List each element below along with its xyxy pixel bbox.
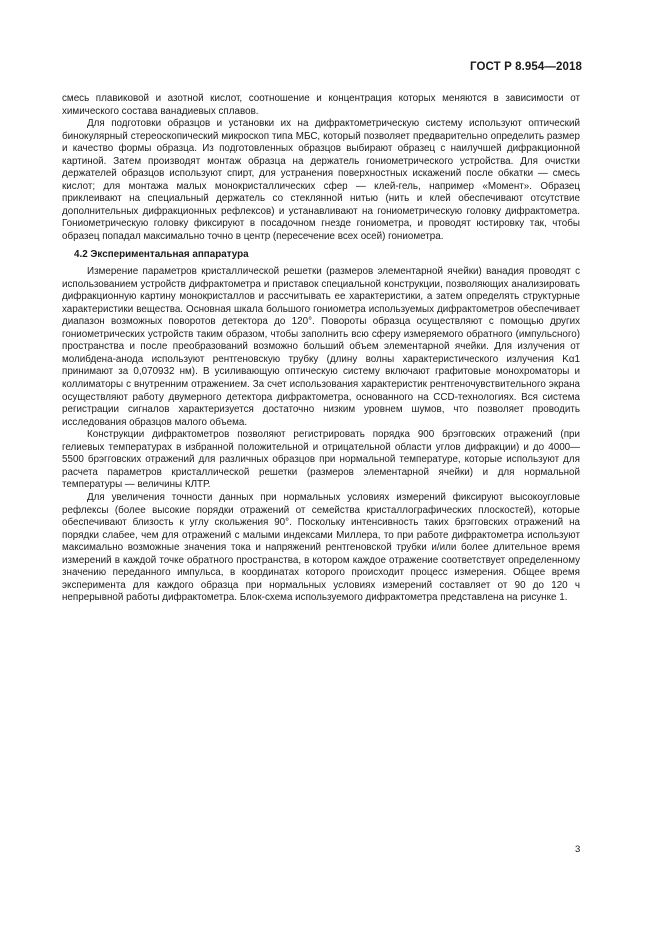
paragraph-lattice-measurement: Измерение параметров кристаллической решетки (размеров элементарной ячейки) ванадия проводят с использованием устройств дифрактометра и приставок специальной конструкции, позволяющих анализировать дифракционную картину монокристаллов и рассчитывать ее характеристики, а затем определять структурные характеристики вещества. Основная шкала большого гониометра используемых дифрактометров обеспечивает диапазон возможных поворотов детектора до 120°. Повороты образца осуществляют с помощью других гониометрических устройств таким образом, чтобы заполнить всю сферу измеряемого обратного (импульсного) пространства и после преобразований возможно больший объем элементарной ячейки. Для излучения от молибдена-анода используют рентгеновскую трубку (длину волны характеристического излучения Kα1 принимают за 0,070932 нм). В усиливающую оптическую систему включают графитовые монохроматоры и коллиматоры с внутренним отражением. За счет использования характеристик рентгеночувствительного экрана осуществляют работу двумерного детектора дифрактометра, основанного на CCD-технологиях. Вся система регистрации сигналов характеризуется достаточно низким уровнем шумов, что позволяет проводить исследования образцов малого объема. bbox=[62, 266, 580, 428]
document-body bbox=[62, 93, 580, 605]
paragraph-accuracy: Для увеличения точности данных при нормальных условиях измерений фиксируют высокоугловые рефлексы (более высокие порядки отражений от семейства кристаллографических плоскостей), которые обеспечивают близость к углу скольжения 90°. Поскольку интенсивность таких брэгговских отражений на порядки слабее, чем для отражений с малыми индексами Миллера, то при работе дифрактометра используют максимально возможные значения тока и напряжений рентгеновской трубки и/или более длительное время измерений в каждой точке обратного пространства, в котором каждое отражение соответствует определенному значению переданного импульса, в координатах которого происходит процесс измерения. Общее время эксперимента для каждого образца при нормальных условиях измерений составляет от 90 до 120 ч непрерывной работы дифрактометра. Блок-схема используемого дифрактометра представлена на рисунке 1. bbox=[62, 491, 580, 604]
document-header: ГОСТ Р 8.954—2018 bbox=[470, 61, 582, 73]
paragraph-continuation: смесь плавиковой и азотной кислот, соотношение и концентрация которых меняются в зависимости от химического состава ванадиевых сплавов. bbox=[62, 93, 580, 117]
paragraph-sample-preparation: Для подготовки образцов и установки их на дифрактометрическую систему используют оптический бинокулярный стереоскопический микроскоп типа МБС, который позволяет предварительно определить размер и качество формы образца. Из подготовленных образцов выбирают образец с наилучшей дифракционной картиной. Затем производят монтаж образца на держатель гониометрического устройства. Для очистки держателей образцов используют спирт, для устранения поверхностных искажений после обкатки — смесь кислот; для монтажа малых монокристаллических сфер — клей-гель, например «Момент». Образец приклеивают на специальный держатель со стеклянной нитью (нить и клей обеспечивают отсутствие дополнительных дифракционных рефлексов) и устанавливают на гониометрическую головку дифрактометра. Гониометрическую головку фиксируют в посадочном гнезде гониометра, и проводят юстировку так, чтобы образец попадал максимально точно в центр (пересечение всех осей) гониометра. bbox=[62, 118, 580, 243]
paragraph-diffractometer-design: Конструкции дифрактометров позволяют регистрировать порядка 900 брэгговских отражений (при гелиевых температурах в избранной положительной и отрицательной области углов дифракции) и до 4000—5500 брэгговских отражений для различных образцов при нормальной температуре, которые используют для расчета параметров кристаллической решетки (размеров элементарной ячейки) и для нормальной температуры — величины КЛТР. bbox=[62, 429, 580, 491]
section-heading: 4.2 Экспериментальная аппаратура bbox=[74, 248, 249, 260]
page-number: 3 bbox=[575, 844, 581, 855]
